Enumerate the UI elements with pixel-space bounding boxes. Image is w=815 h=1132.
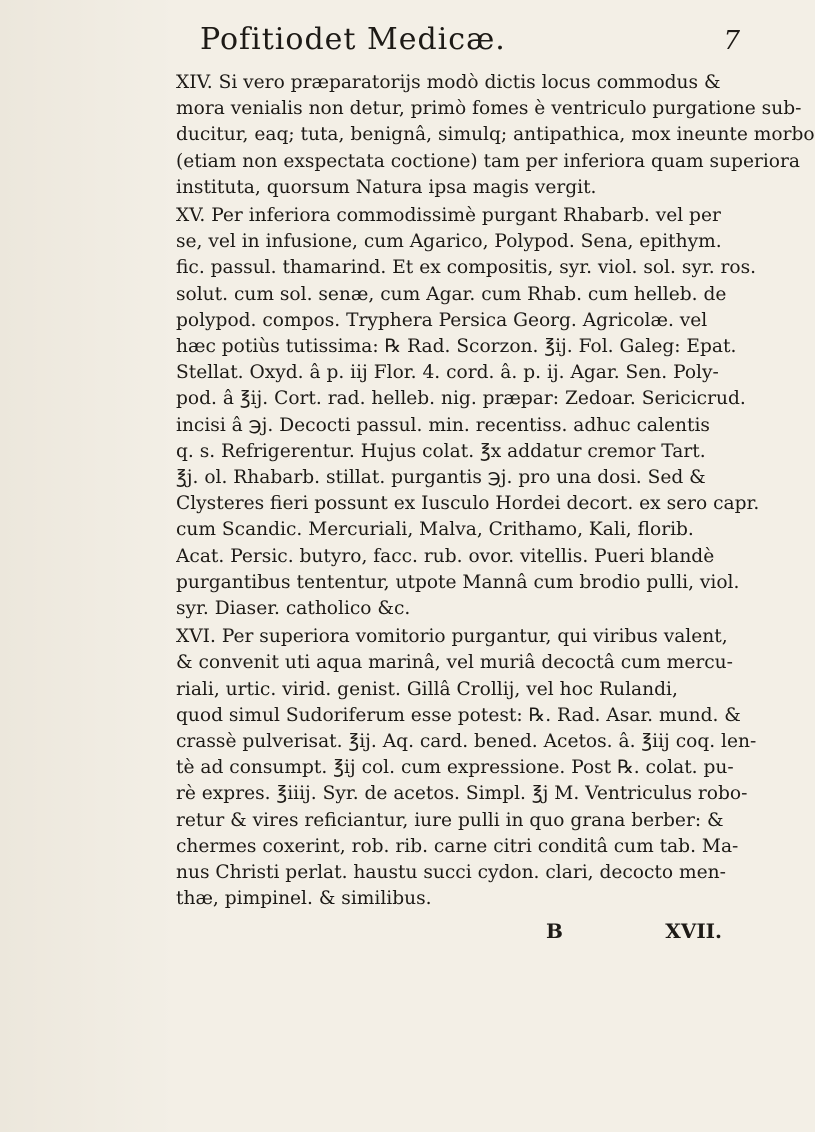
text-line: (etiam non exspectata coctione) tam per inferiora quam superiora [176,150,800,172]
text-line: thæ, pimpinel. & similibus. [176,888,432,910]
text-line: ducitur, eaq; tuta, benignâ, simulq; antipathica, mox ineunte morbo [176,124,815,146]
text-line: crassè pulverisat. ℥ij. Aq. card. bened. Acetos. â. ℥iij coq. len- [176,731,757,753]
text-line: XIV. Si vero præparatorijs modò dictis locus commodus & [176,72,721,93]
text-line: rè expres. ℥iiij. Syr. de acetos. Simpl. ℥j M. Ventriculus robo- [176,783,748,805]
text-line: instituta, quorsum Natura ipsa magis vergit. [176,176,597,198]
paragraph-xvi [176,624,757,912]
paragraph-xiv [176,70,815,201]
text-line: syr. Diaser. catholico &c. [176,598,411,620]
text-line: XV. Per inferiora commodissimè purgant Rhabarb. vel per [176,205,721,227]
text-line: cum Scandic. Mercuriali, Malva, Crithamo, Kali, florib. [176,519,694,541]
text-line: retur & vires reficiantur, iure pulli in quo grana berber: & [176,809,724,831]
text-line: & convenit uti aqua marinâ, vel muriâ decoctâ cum mercu- [176,652,733,674]
text-line: riali, urtic. virid. genist. Gillâ Crollij, vel hoc Rulandi, [176,678,678,700]
text-line: pod. â ℥ij. Cort. rad. helleb. nig. præpar: Zedoar. Sericicrud. [176,388,746,410]
text-line: quod simul Sudoriferum esse potest: ℞. Rad. Asar. mund. & [176,704,741,726]
text-line: Acat. Persic. butyro, facc. rub. ovor. vitellis. Pueri blandè [176,545,715,567]
scan-margin [0,0,176,1132]
page-number: 7 [723,26,740,56]
text-line: ℥j. ol. Rhabarb. stillat. purgantis ℈j. pro una dosi. Sed & [176,467,706,489]
text-line: XVI. Per superiora vomitorio purgantur, qui viribus valent, [176,626,728,648]
page-footer [176,919,740,953]
body-text [176,70,815,913]
text-line: fic. passul. thamarind. Et ex compositis, syr. viol. sol. syr. ros. [176,257,757,279]
text-line: polypod. compos. Tryphera Persica Georg. Agricolæ. vel [176,309,708,331]
text-line: hæc potiùs tutissima: ℞ Rad. Scorzon. ℥ij. Fol. Galeg: Epat. [176,336,737,358]
text-line: se, vel in infusione, cum Agarico, Polypod. Sena, epithym. [176,231,722,253]
text-line: purgantibus tententur, utpote Mannâ cum brodio pulli, viol. [176,571,740,593]
page-header [176,18,740,70]
text-line: chermes coxerint, rob. rib. carne citri conditâ cum tab. Ma- [176,835,739,857]
text-line: solut. cum sol. senæ, cum Agar. cum Rhab. cum helleb. de [176,283,727,305]
text-line: Clysteres fieri possunt ex Iusculo Hordei decort. ex sero capr. [176,493,760,515]
paragraph-xv [176,203,760,622]
signature-mark: B [546,918,563,943]
text-line: nus Christi perlat. haustu succi cydon. clari, decocto men- [176,862,726,884]
running-title: Pofitiodet Medicæ. [200,22,506,57]
text-line: q. s. Refrigerentur. Hujus colat. ℥x addatur cremor Tart. [176,440,706,462]
text-line: Stellat. Oxyd. â p. iij Flor. 4. cord. â. p. ij. Agar. Sen. Poly- [176,362,719,384]
text-line: tè ad consumpt. ℥ij col. cum expressione. Post ℞. colat. pu- [176,757,734,779]
text-line: incisi â ℈j. Decocti passul. min. recentiss. adhuc calentis [176,414,710,436]
text-line: mora venialis non detur, primò fomes è ventriculo purgatione sub- [176,98,802,120]
catchword: XVII. [665,918,722,943]
